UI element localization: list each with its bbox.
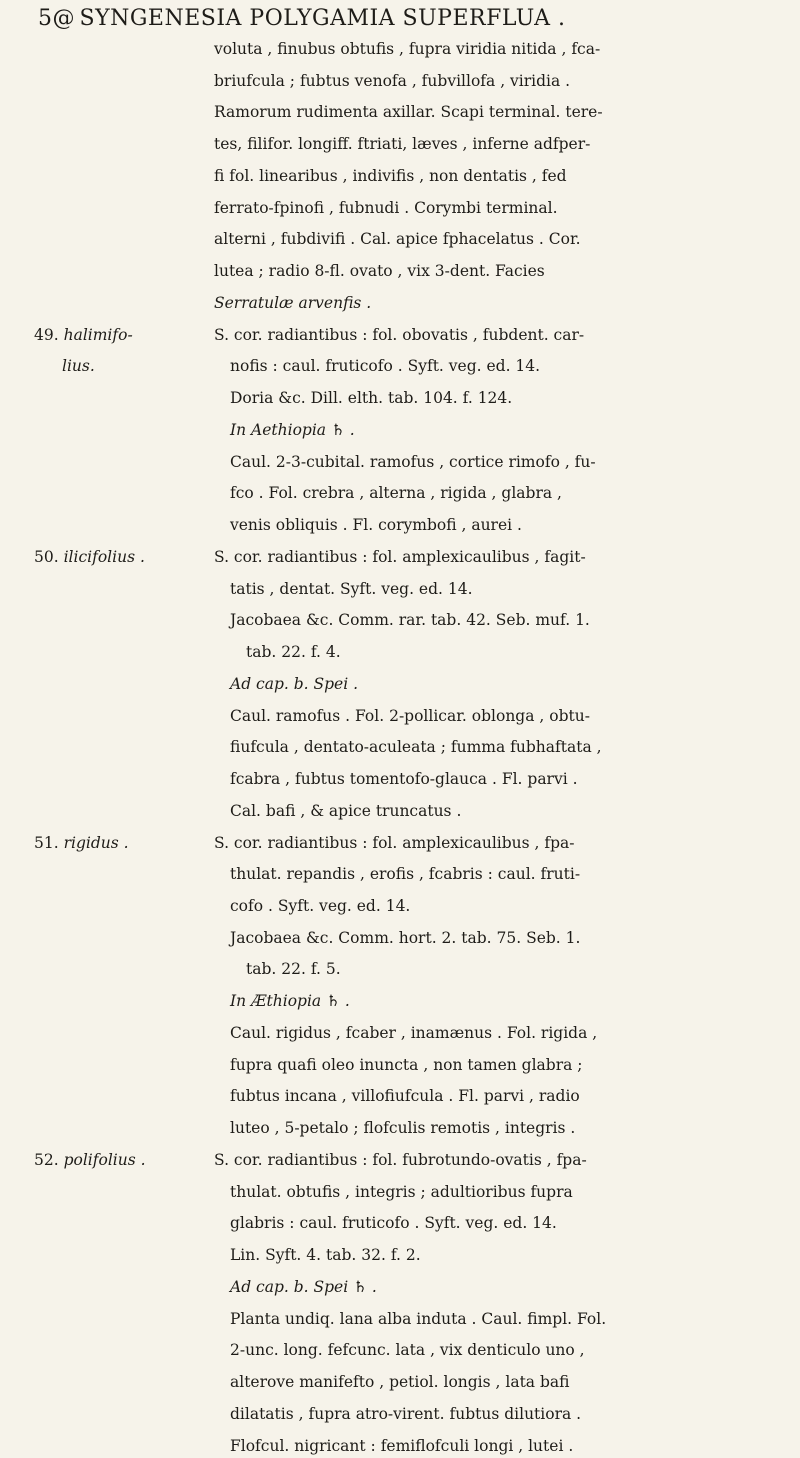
text-line: tes, filifor. longiff. ftriati, læves , inferne adfper- (214, 135, 591, 154)
text-line: voluta , finubus obtufis , fupra viridia nitida , fca- (214, 40, 601, 58)
text-line: tab. 22. f. 5. (246, 960, 341, 979)
text-line: fupra quafi oleo inuncta , non tamen glabra ; (230, 1055, 583, 1074)
species-epithet-cont: lius. (62, 357, 95, 376)
running-header (38, 6, 778, 36)
text-line: ferrato-fpinofi , fubnudi . Corymbi terminal. (214, 198, 558, 217)
text-line: luteo , 5-petalo ; flofculis remotis , integris . (230, 1119, 576, 1138)
species-epithet: ilicifolius . (63, 547, 145, 566)
text-line: S. cor. radiantibus : fol. amplexicaulibus , fagit- (214, 547, 586, 566)
text-line: glabris : caul. fruticofo . Syft. veg. ed. 14. (230, 1214, 557, 1233)
species-number: 50. (34, 547, 59, 566)
text-line: Jacobaea &c. Comm. rar. tab. 42. Seb. muf. 1. (230, 611, 590, 630)
text-line: Caul. 2-3-cubital. ramofus , cortice rimofo , fu- (230, 452, 596, 471)
species-epithet: rigidus . (63, 833, 129, 852)
species-number-name (34, 1149, 184, 1172)
text-line: Ramorum rudimenta axillar. Scapi terminal. tere- (214, 103, 603, 122)
text-line: thulat. obtufis , integris ; adultioribus fupra (230, 1182, 573, 1201)
text-line: Flofcul. nigricant : femiflofculi longi , lutei . (230, 1436, 574, 1455)
species-epithet: polifolius . (63, 1150, 146, 1169)
text-line: Caul. rigidus , fcaber , inamænus . Fol. rigida , (230, 1023, 598, 1042)
text-line: alterni , fubdivifi . Cal. apice fphacelatus . Cor. (214, 230, 581, 249)
text-line: thulat. repandis , erofis , fcabris : caul. fruti- (230, 865, 581, 884)
species-number: 49. (34, 325, 59, 344)
text-line: Serratulæ arvenfis . (214, 293, 372, 312)
species-number-name (34, 832, 184, 855)
text-line: venis obliquis . Fl. corymbofi , aurei . (230, 516, 522, 535)
text-line: Doria &c. Dill. elth. tab. 104. f. 124. (230, 389, 513, 408)
species-epithet: halimifo- (63, 325, 133, 344)
species-number-name (34, 324, 184, 347)
text-line: Caul. ramofus . Fol. 2-pollicar. oblonga , obtu- (230, 706, 590, 725)
text-line: lutea ; radio 8-fl. ovato , vix 3-dent. Facies (214, 262, 545, 281)
text-line: In Aethiopia ♄ . (230, 420, 355, 439)
text-line: Planta undiq. lana alba induta . Caul. fimpl. Fol. (230, 1309, 607, 1328)
text-line: briufcula ; fubtus venofa , fubvillofa , viridia . (214, 71, 571, 90)
text-line: cofo . Syft. veg. ed. 14. (230, 896, 411, 915)
running-title: SYNGENESIA POLYGAMIA SUPERFLUA . (79, 6, 566, 31)
text-line: Jacobaea &c. Comm. hort. 2. tab. 75. Seb. 1. (230, 928, 581, 947)
text-line: Ad cap. b. Spei . (230, 674, 359, 693)
text-line: alterove manifefto , petiol. longis , lata bafi (230, 1373, 570, 1392)
text-line: nofis : caul. fruticofo . Syft. veg. ed. 14. (230, 357, 541, 376)
text-line: S. cor. radiantibus : fol. amplexicaulibus , fpa- (214, 833, 575, 852)
text-line: Ad cap. b. Spei ♄ . (230, 1277, 377, 1296)
page-number: 5@ (38, 6, 75, 31)
text-line: fi fol. linearibus , indivifis , non dentatis , fed (214, 166, 567, 185)
text-line: In Æthiopia ♄ . (230, 992, 350, 1011)
text-line: 2-unc. long. fefcunc. lata , vix denticulo uno , (230, 1341, 585, 1360)
text-line: tatis , dentat. Syft. veg. ed. 14. (230, 579, 473, 598)
text-line: S. cor. radiantibus : fol. fubrotundo-ovatis , fpa- (214, 1150, 587, 1169)
text-line: fiufcula , dentato-aculeata ; fumma fubhaftata , (230, 738, 602, 757)
species-number: 52. (34, 1150, 59, 1169)
text-line: dilatatis , fupra atro-virent. fubtus dilutiora . (230, 1404, 582, 1423)
species-number: 51. (34, 833, 59, 852)
species-number-name (34, 546, 184, 569)
text-line: fcabra , fubtus tomentofo-glauca . Fl. parvi . (230, 770, 578, 789)
text-line: fubtus incana , villofiufcula . Fl. parvi , radio (230, 1087, 580, 1106)
text-line: S. cor. radiantibus : fol. obovatis , fubdent. car- (214, 325, 585, 344)
text-line: Cal. bafi , & apice truncatus . (230, 801, 462, 820)
text-line: Lin. Syft. 4. tab. 32. f. 2. (230, 1246, 421, 1265)
text-line: tab. 22. f. 4. (246, 643, 341, 662)
text-line: fco . Fol. crebra , alterna , rigida , glabra , (230, 484, 562, 503)
